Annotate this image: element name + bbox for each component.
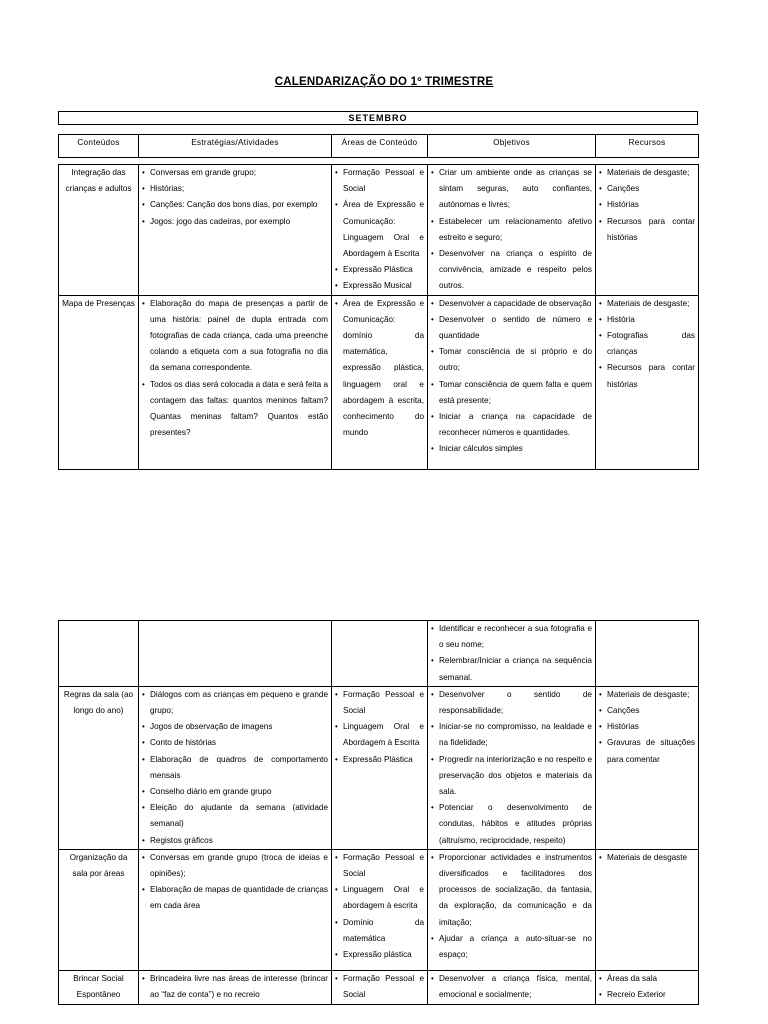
- objectives-cell: [428, 621, 596, 687]
- list-item: • Materiais de desgaste: [599, 850, 695, 866]
- topic-cell: Mapa de Presenças: [59, 295, 139, 469]
- list-item: • Expressão Plástica: [335, 752, 424, 768]
- strategies-cell: [139, 686, 332, 849]
- list-item: • Recursos para contar histórias: [599, 360, 695, 392]
- list-item: • Canções: [599, 703, 695, 719]
- areas-cell: [332, 165, 428, 296]
- list-item: • Proporcionar actividades e instrumentos diversificados e facilitadores dos processos de socialização, da fantasia, da exploração, da comunicação e da imitação;: [431, 850, 592, 931]
- resources-cell: [596, 686, 699, 849]
- strategies-cell: [139, 849, 332, 970]
- resources-cell: [596, 295, 699, 469]
- areas-cell: [332, 849, 428, 970]
- resources-cell: [596, 621, 699, 687]
- list-item: • Tomar consciência de si próprio e do outro;: [431, 344, 592, 376]
- areas-cell: [332, 621, 428, 687]
- list-item: • Iniciar a criança na capacidade de reconhecer números e quantidades.: [431, 409, 592, 441]
- list-item: • Diálogos com as crianças em pequeno e grande grupo;: [142, 687, 328, 719]
- list-item: • Materiais de desgaste;: [599, 687, 695, 703]
- table-row: [59, 970, 699, 1004]
- document-title: CALENDARIZAÇÃO DO 1º TRIMESTRE: [274, 76, 494, 88]
- list-item: • Criar um ambiente onde as crianças se sintam seguras, auto confiantes, autónomas e livres;: [431, 165, 592, 214]
- list-item: • História: [599, 312, 695, 328]
- topic-cell: Organização da sala por áreas: [59, 849, 139, 970]
- bullet-list: [599, 296, 695, 393]
- list-item: • Jogos: jogo das cadeiras, por exemplo: [142, 214, 328, 230]
- bullet-list: [142, 165, 328, 230]
- list-item: • Jogos de observação de imagens: [142, 719, 328, 735]
- topic-cell: [59, 621, 139, 687]
- list-item: • Área de Expressão e Comunicação: domínio da matemática, expressão plástica, linguagem oral e abordagem à escrita, conhecimento do mundo: [335, 296, 424, 442]
- strategies-cell: [139, 165, 332, 296]
- list-item: • Gravuras de situações para comentar: [599, 735, 695, 767]
- list-item: • Expressão plástica: [335, 947, 424, 963]
- areas-cell: [332, 970, 428, 1004]
- list-item: • Relembrar/Iniciar a criança na sequência semanal.: [431, 653, 592, 685]
- topic-cell: Brincar Social Espontâneo: [59, 970, 139, 1004]
- list-item: • Elaboração do mapa de presenças a partir de uma história: painel de dupla entrada com fotografias de cada criança, cada uma preenche colando a etiqueta com a sua fotografia no dia da semana correspondente.: [142, 296, 328, 377]
- list-item: • Formação Pessoal e Social: [335, 971, 424, 1003]
- bullet-list: [599, 165, 695, 246]
- list-item: • Progredir na interiorização e no respeito e preservação dos objetos e materiais da sala.: [431, 752, 592, 801]
- list-item: • Formação Pessoal e Social: [335, 850, 424, 882]
- list-item: • Fotografias das crianças: [599, 328, 695, 360]
- topic-cell: Integração das crianças e adultos: [59, 165, 139, 296]
- bullet-list: [431, 850, 592, 963]
- list-item: • Histórias: [599, 719, 695, 735]
- list-item: • Todos os dias será colocada a data e será feita a contagem das faltas: quantos meninos faltam? Quantas meninas faltam? Quantos estão presentes?: [142, 377, 328, 442]
- bullet-list: [599, 687, 695, 768]
- bullet-list: [335, 850, 424, 963]
- list-item: • Eleição do ajudante da semana (atividade semanal): [142, 800, 328, 832]
- header-estrategias: Estratégias/Atividades: [139, 135, 332, 158]
- table-row: [59, 165, 699, 296]
- list-item: • Materiais de desgaste;: [599, 296, 695, 312]
- list-item: • Potenciar o desenvolvimento de condutas, hábitos e atitudes próprias (altruísmo, reciprocidade, respeito): [431, 800, 592, 849]
- list-item: • Desenvolver na criança o espírito de convivência, amizade e respeito pelos outros.: [431, 246, 592, 295]
- list-item: • Desenvolver o sentido de número e quantidade: [431, 312, 592, 344]
- list-item: • Canções: Canção dos bons dias, por exemplo: [142, 197, 328, 213]
- list-item: • Desenvolver a criança física, mental, emocional e socialmente;: [431, 971, 592, 1003]
- list-item: • Recursos para contar histórias: [599, 214, 695, 246]
- list-item: • Elaboração de mapas de quantidade de crianças em cada área: [142, 882, 328, 914]
- objectives-cell: [428, 849, 596, 970]
- month-header: SETEMBRO: [58, 111, 698, 125]
- list-item: • Conversas em grande grupo;: [142, 165, 328, 181]
- header-objetivos: Objetivos: [428, 135, 596, 158]
- header-recursos: Recursos: [596, 135, 699, 158]
- list-item: • Expressão Plástica: [335, 262, 424, 278]
- bullet-list: [599, 850, 695, 866]
- bullet-list: [335, 971, 424, 1003]
- list-item: • Linguagem Oral e Abordagem à Escrita: [335, 719, 424, 751]
- list-item: • Domínio da matemática: [335, 915, 424, 947]
- list-item: • Tomar consciência de quem falta e quem está presente;: [431, 377, 592, 409]
- plan-table-page-2: [58, 620, 699, 1005]
- table-row: [59, 295, 699, 469]
- objectives-cell: [428, 686, 596, 849]
- list-item: • Brincadeira livre nas áreas de interesse (brincar ao “faz de conta”) e no recreio: [142, 971, 328, 1003]
- bullet-list: [431, 165, 592, 295]
- column-header-table: [58, 134, 699, 158]
- bullet-list: [335, 687, 424, 768]
- strategies-cell: [139, 970, 332, 1004]
- bullet-list: [335, 296, 424, 442]
- list-item: • Área de Expressão e Comunicação: Linguagem Oral e Abordagem à Escrita: [335, 197, 424, 262]
- table-row: [59, 686, 699, 849]
- strategies-cell: [139, 621, 332, 687]
- list-item: • Expressão Musical: [335, 278, 424, 294]
- bullet-list: [335, 165, 424, 295]
- bullet-list: [431, 687, 592, 849]
- list-item: • Canções: [599, 181, 695, 197]
- objectives-cell: [428, 165, 596, 296]
- bullet-list: [142, 971, 328, 1003]
- bullet-list: [431, 621, 592, 686]
- bullet-list: [431, 296, 592, 458]
- list-item: • Iniciar-se no compromisso, na lealdade e na fidelidade;: [431, 719, 592, 751]
- list-item: • Materiais de desgaste;: [599, 165, 695, 181]
- list-item: • Conto de histórias: [142, 735, 328, 751]
- list-item: • Formação Pessoal e Social: [335, 687, 424, 719]
- bullet-list: [142, 687, 328, 849]
- bullet-list: [431, 971, 592, 1003]
- areas-cell: [332, 686, 428, 849]
- table-row: [59, 621, 699, 687]
- areas-cell: [332, 295, 428, 469]
- table-row: [59, 849, 699, 970]
- resources-cell: [596, 165, 699, 296]
- strategies-cell: [139, 295, 332, 469]
- list-item: • Registos gráficos: [142, 833, 328, 849]
- bullet-list: [599, 971, 695, 1003]
- header-areas: Áreas de Conteúdo: [332, 135, 428, 158]
- list-item: • Histórias;: [142, 181, 328, 197]
- topic-cell: Regras da sala (ao longo do ano): [59, 686, 139, 849]
- list-item: • Conselho diário em grande grupo: [142, 784, 328, 800]
- objectives-cell: [428, 970, 596, 1004]
- list-item: • Áreas da sala: [599, 971, 695, 987]
- list-item: • Elaboração de quadros de comportamento mensais: [142, 752, 328, 784]
- list-item: • Linguagem Oral e abordagem à escrita: [335, 882, 424, 914]
- list-item: • Desenvolver a capacidade de observação: [431, 296, 592, 312]
- resources-cell: [596, 970, 699, 1004]
- list-item: • Iniciar cálculos simples: [431, 441, 592, 457]
- list-item: • Formação Pessoal e Social: [335, 165, 424, 197]
- bullet-list: [142, 296, 328, 442]
- resources-cell: [596, 849, 699, 970]
- column-header-row: [59, 135, 699, 158]
- list-item: • Recreio Exterior: [599, 987, 695, 1003]
- list-item: • Histórias: [599, 197, 695, 213]
- plan-table-page-1: [58, 164, 699, 470]
- list-item: • Identificar e reconhecer a sua fotografia e o seu nome;: [431, 621, 592, 653]
- list-item: • Conversas em grande grupo (troca de ideias e opiniões);: [142, 850, 328, 882]
- objectives-cell: [428, 295, 596, 469]
- list-item: • Estabelecer um relacionamento afetivo estreito e seguro;: [431, 214, 592, 246]
- header-conteudos: Conteúdos: [59, 135, 139, 158]
- list-item: • Desenvolver o sentido de responsabilidade;: [431, 687, 592, 719]
- list-item: • Ajudar a criança a auto-situar-se no espaço;: [431, 931, 592, 963]
- bullet-list: [142, 850, 328, 915]
